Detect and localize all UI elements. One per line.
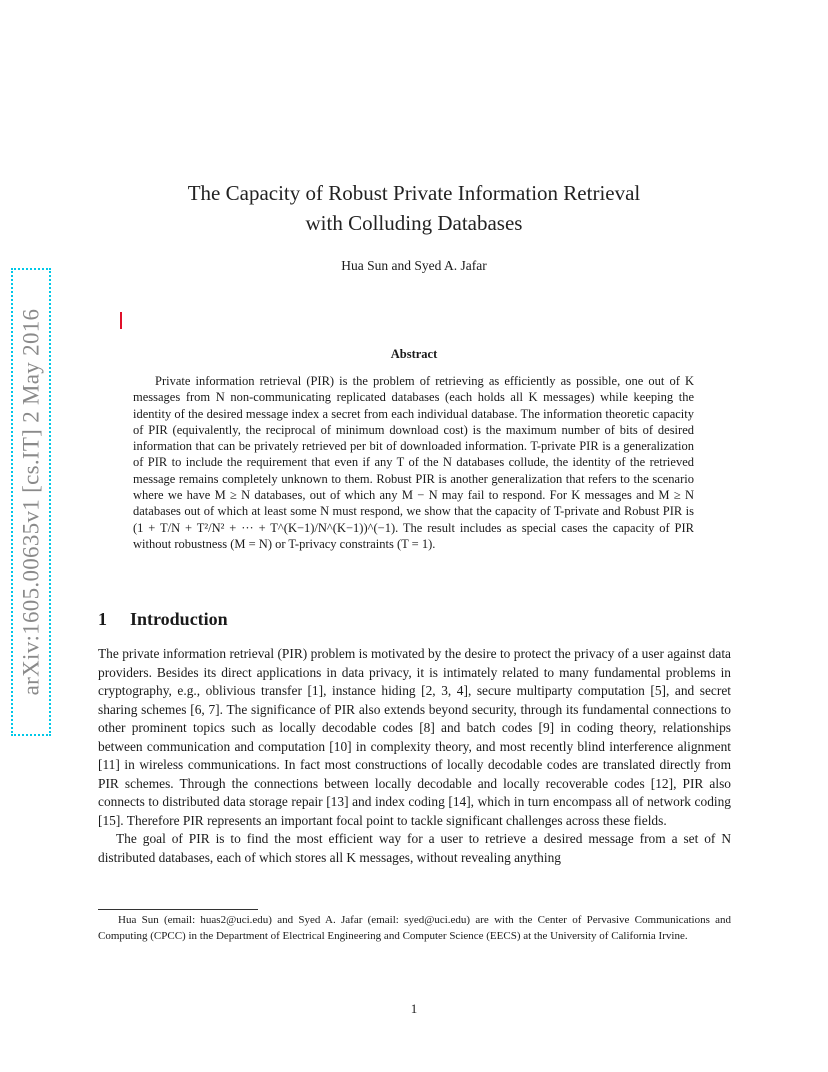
- section-number: 1: [98, 609, 107, 629]
- paper-authors: Hua Sun and Syed A. Jafar: [341, 258, 487, 273]
- section-body: [98, 645, 731, 867]
- paper-title: [98, 178, 730, 238]
- text-cursor: [120, 312, 122, 329]
- paper-title-line-1: The Capacity of Robust Private Information Retrieval: [187, 181, 641, 205]
- section-heading: [98, 609, 228, 630]
- arxiv-identifier-stamp: [11, 268, 51, 736]
- abstract-text: Private information retrieval (PIR) is the problem of retrieving as efficiently as possible, one out of K messages from N non-communicating replicated databases (each holds all K messages) while keeping the identity of the desired message index a secret from each individual database. The information theoretic capacity of PIR (equivalently, the reciprocal of minimum download cost) is the maximum number of bits of desired information that can be privately retrieved per bit of downloaded information. T-private PIR is a generalization of PIR to include the requirement that even if any T of the N databases collude, the identity of the retrieved message remains completely unknown to them. Robust PIR is another generalization that refers to the scenario where we have M ≥ N databases, out of which any M − N may fail to respond. For K messages and M ≥ N databases out of which at least some N must respond, we show that the capacity of T-private and Robust PIR is (1 + T/N + T²/N² + ··· + T^(K−1)/N^(K−1))^(−1). The result includes as special cases the capacity of PIR without robustness (M = N) or T-privacy constraints (T = 1).: [133, 374, 694, 551]
- abstract-heading: Abstract: [390, 347, 438, 361]
- paragraph-1: The private information retrieval (PIR) problem is motivated by the desire to protect the privacy of a user against data providers. Besides its direct applications in data privacy, it is intimately related to many fundamental problems in cryptography, e.g., oblivious transfer [1], instance hiding [2, 3, 4], secure multiparty computation [5], and secret sharing schemes [6, 7]. The significance of PIR also extends beyond security, through its fundamental connections to other prominent topics such as locally decodable codes [8] and batch codes [9] in coding theory, relationships between communication and computation [10] in complexity theory, and most recently blind interference alignment [11] in wireless communications. In fact most constructions of locally decodable codes are translated directly from PIR schemes. Through the connections between locally decodable and locally recoverable codes [12], PIR also connects to distributed data storage repair [13] and index coding [14], which in turn encompass all of network coding [15]. Therefore PIR represents an important focal point to tackle significant challenges across these fields.: [98, 646, 731, 828]
- paper-title-line-2: with Colluding Databases: [305, 211, 523, 235]
- paragraph-2: The goal of PIR is to find the most efficient way for a user to retrieve a desired message from a set of N distributed databases, each of which stores all K messages, without revealing anything: [98, 831, 731, 865]
- footnote-rule: [98, 909, 258, 910]
- section-title: Introduction: [130, 609, 228, 629]
- footnote: Hua Sun (email: huas2@uci.edu) and Syed A. Jafar (email: syed@uci.edu) are with the Center of Pervasive Communications and Computing (CPCC) in the Department of Electrical Engineering and Computer Science (EECS) at the University of California Irvine.: [98, 914, 731, 942]
- arxiv-identifier-text: arXiv:1605.00635v1 [cs.IT] 2 May 2016: [18, 308, 44, 696]
- page-number: 1: [410, 1001, 418, 1016]
